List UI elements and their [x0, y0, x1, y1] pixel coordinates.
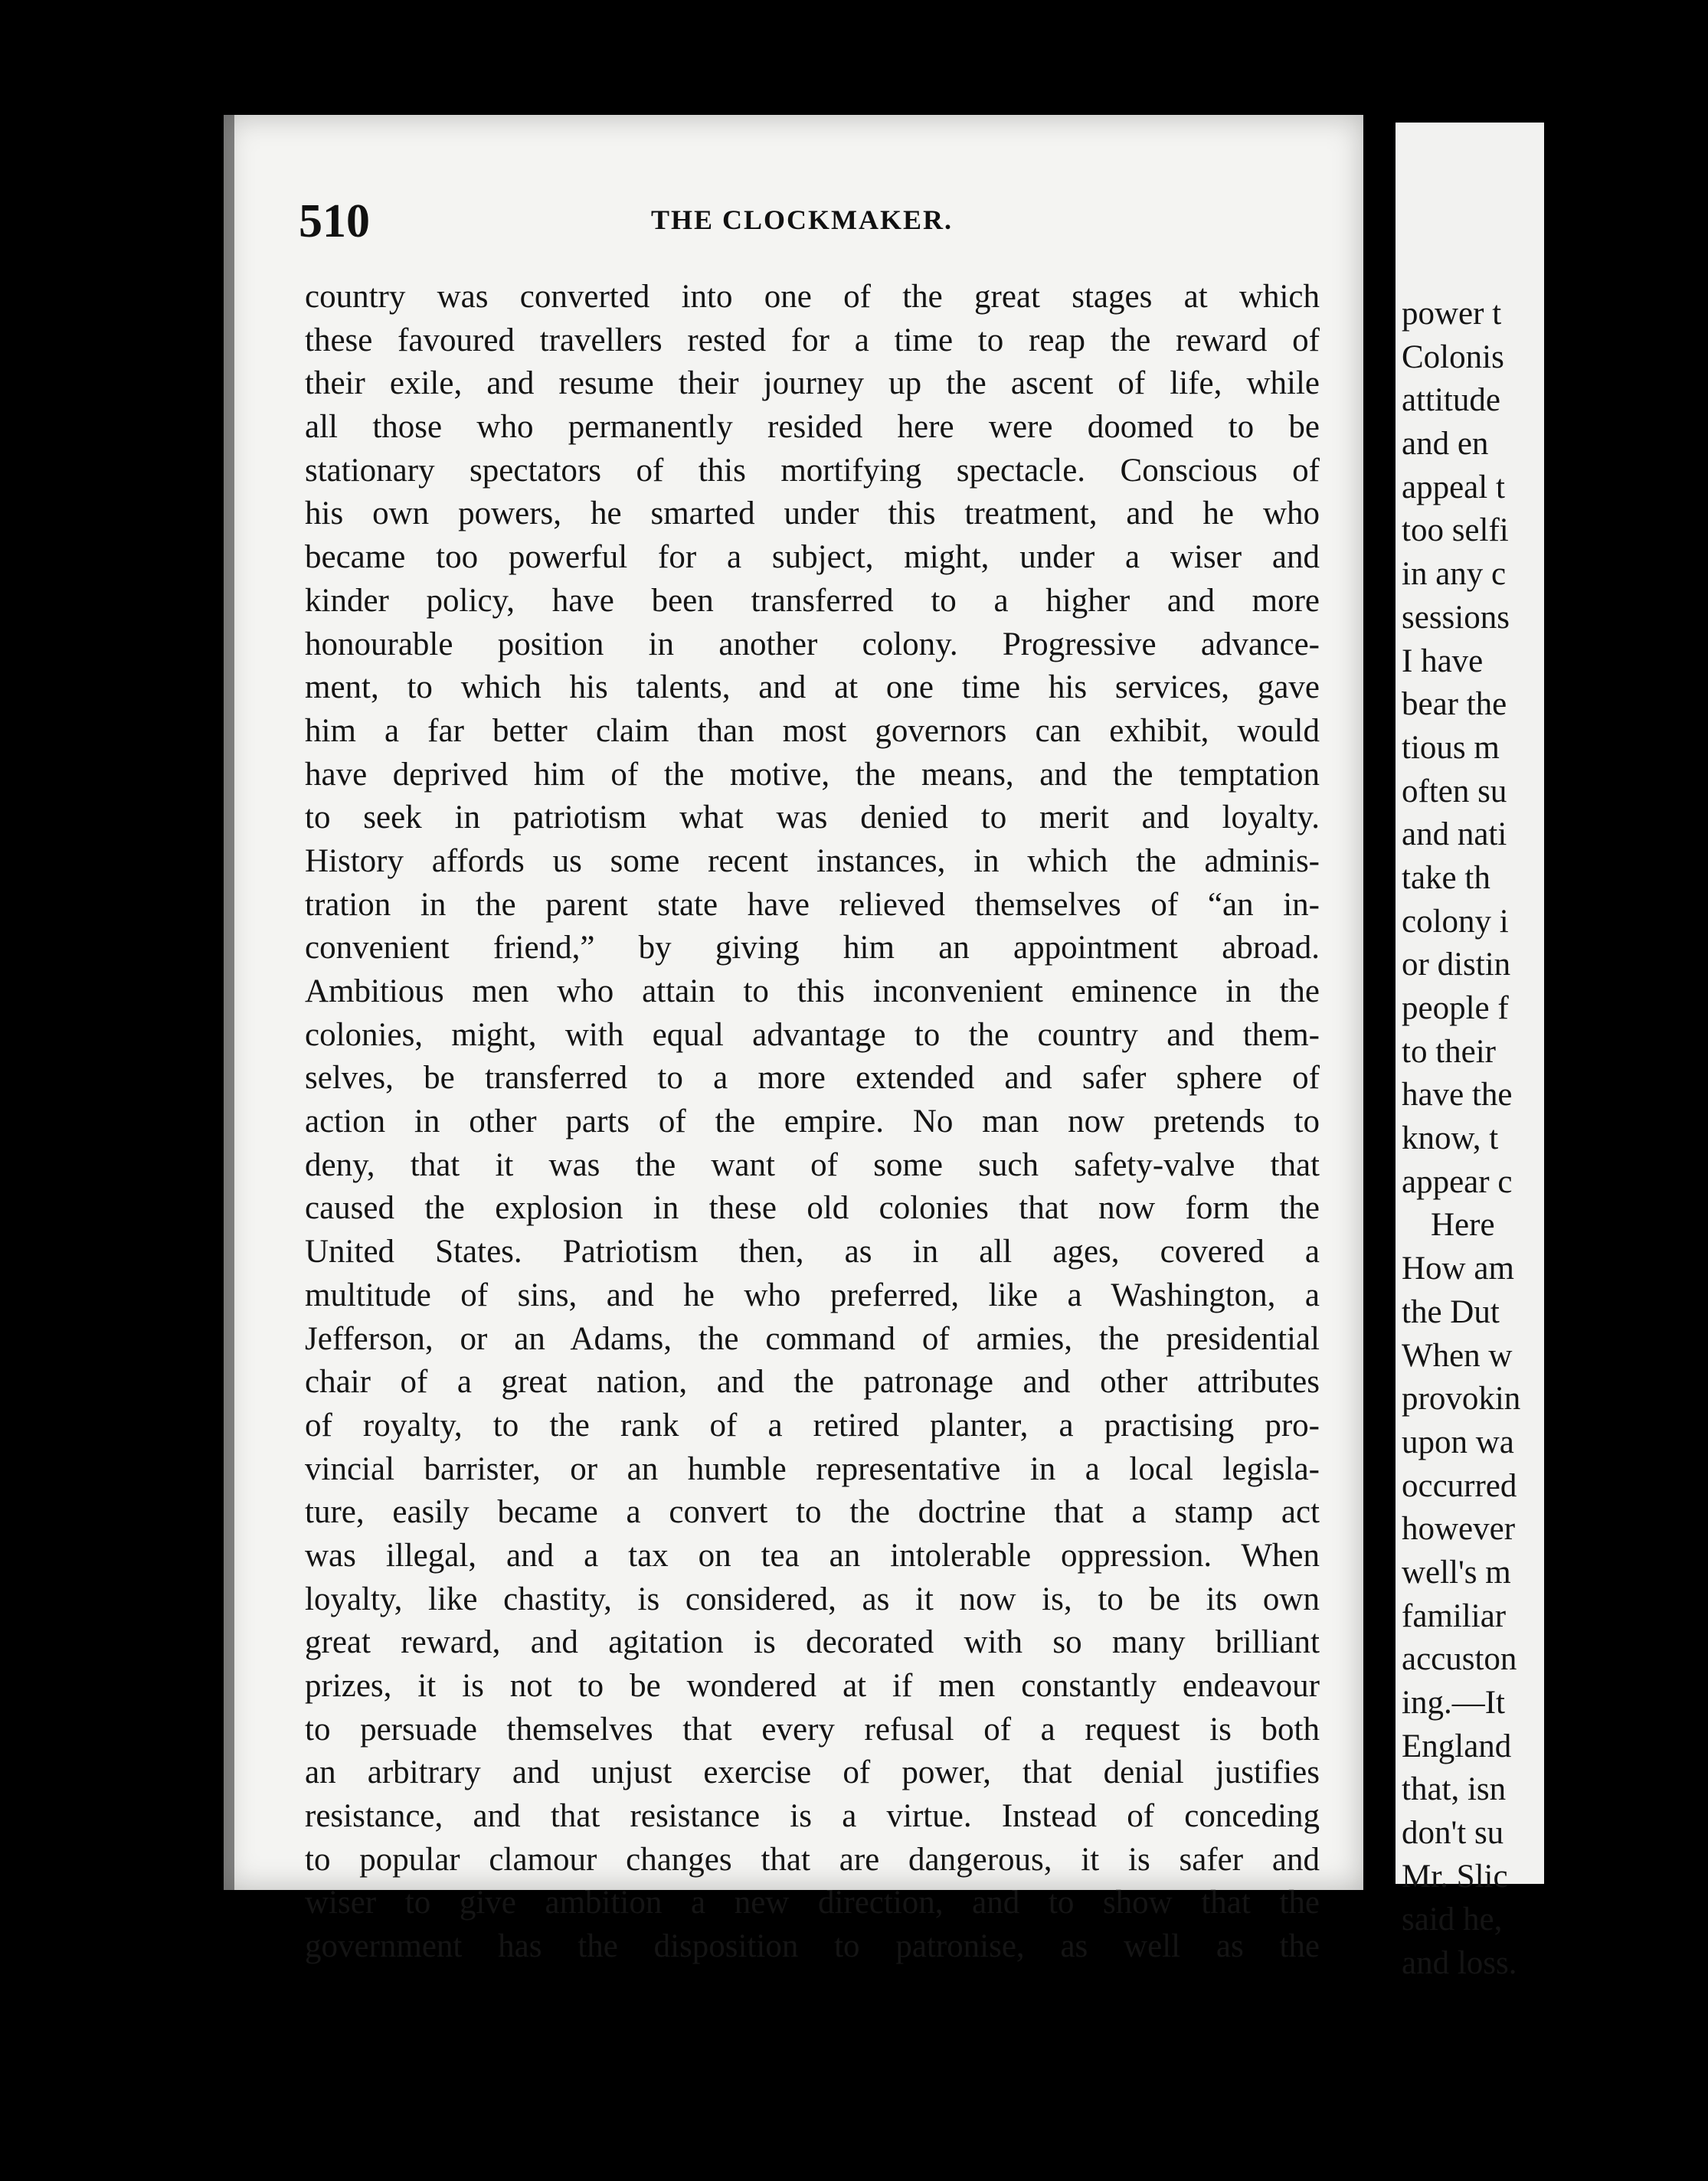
right-text-line: to their	[1402, 1033, 1496, 1070]
right-text-line: bear the	[1402, 686, 1507, 723]
right-text-line: provokin	[1402, 1381, 1521, 1417]
right-text-line: and loss.	[1402, 1945, 1517, 1982]
right-text-line: England	[1402, 1728, 1512, 1764]
text-line: vincial barrister, or an humble representative in a local legisla-	[305, 1450, 1320, 1487]
text-line: action in other parts of the empire. No man now pretends to	[305, 1104, 1320, 1140]
text-line: great reward, and agitation is decorated with so many brilliant	[305, 1624, 1320, 1661]
right-text-line: people f	[1402, 990, 1509, 1026]
text-line: have deprived him of the motive, the means, and the temptation	[305, 756, 1320, 793]
text-line: kinder policy, have been transferred to a higher and more	[305, 582, 1320, 619]
text-line: colonies, might, with equal advantage to the country and them-	[305, 1016, 1320, 1053]
text-line: honourable position in another colony. Progressive advance-	[305, 626, 1320, 662]
text-line: prizes, it is not to be wondered at if men constantly endeavour	[305, 1668, 1320, 1704]
text-line: all those who permanently resided here were doomed to be	[305, 409, 1320, 446]
right-text-line: in any c	[1402, 556, 1507, 593]
page-header	[299, 195, 1317, 248]
text-line: convenient friend,” by giving him an appointment abroad.	[305, 930, 1320, 966]
right-text-line: colony i	[1402, 903, 1509, 940]
text-line: Ambitious men who attain to this inconvenient eminence in the	[305, 973, 1320, 1009]
right-text-line: have the	[1402, 1077, 1513, 1113]
right-text-line: ing.—It	[1402, 1685, 1505, 1721]
right-text-line: occurred	[1402, 1467, 1517, 1504]
right-text-line: sessions	[1402, 599, 1510, 636]
right-text-line: know, t	[1402, 1120, 1499, 1157]
right-text-line: take th	[1402, 859, 1490, 896]
text-line: tration in the parent state have relieved themselves of “an in-	[305, 886, 1320, 923]
text-line: became too powerful for a subject, might, under a wiser and	[305, 539, 1320, 576]
text-line: stationary spectators of this mortifying spectacle. Conscious of	[305, 452, 1320, 489]
right-text-line: accuston	[1402, 1641, 1517, 1678]
text-line: multitude of sins, and he who preferred, like a Washington, a	[305, 1277, 1320, 1313]
right-text-line: often su	[1402, 773, 1507, 809]
right-text-line: I have	[1402, 643, 1484, 679]
text-line: of royalty, to the rank of a retired planter, a practising pro-	[305, 1407, 1320, 1444]
text-line: an arbitrary and unjust exercise of power, that denial justifies	[305, 1754, 1320, 1791]
text-line: their exile, and resume their journey up the ascent of life, while	[305, 365, 1320, 402]
text-line: wiser to give ambition a new direction, and to show that the	[305, 1885, 1320, 1921]
right-text-line: familiar	[1402, 1597, 1507, 1634]
right-text-line: or distin	[1402, 947, 1511, 983]
text-line: his own powers, he smarted under this treatment, and he who	[305, 495, 1320, 532]
text-line: chair of a great nation, and the patronage and other attributes	[305, 1364, 1320, 1401]
text-line: country was converted into one of the great stages at which	[305, 279, 1320, 315]
right-text-line: Colonis	[1402, 338, 1504, 375]
right-text-line: and nati	[1402, 816, 1507, 853]
right-text-line: however	[1402, 1511, 1516, 1548]
left-page-edge	[224, 115, 234, 1890]
text-line: ment, to which his talents, and at one time his services, gave	[305, 669, 1320, 706]
right-text-line: don't su	[1402, 1815, 1504, 1852]
right-page-text	[1402, 293, 1708, 1986]
text-line: loyalty, like chastity, is considered, as it now is, to be its own	[305, 1581, 1320, 1617]
text-line: government has the disposition to patronise, as well as the	[305, 1928, 1320, 1965]
right-text-line: appear c	[1402, 1163, 1513, 1200]
text-line: History affords us some recent instances, in which the adminis-	[305, 842, 1320, 879]
right-page-fragment	[1396, 123, 1544, 1982]
text-line: was illegal, and a tax on tea an intolerable oppression. When	[305, 1537, 1320, 1574]
right-text-line: upon wa	[1402, 1424, 1514, 1460]
text-line: ture, easily became a convert to the doctrine that a stamp act	[305, 1494, 1320, 1531]
right-text-line: When w	[1402, 1337, 1513, 1374]
right-text-line: too selfi	[1402, 512, 1509, 549]
right-text-line: the Dut	[1402, 1293, 1500, 1330]
right-text-line: How am	[1402, 1251, 1514, 1287]
text-line: Jefferson, or an Adams, the command of armies, the presidential	[305, 1320, 1320, 1357]
text-line: to persuade themselves that every refusal of a request is both	[305, 1711, 1320, 1748]
text-line: caused the explosion in these old colonies that now form the	[305, 1190, 1320, 1227]
right-text-line: power t	[1402, 296, 1502, 332]
right-text-line: well's m	[1402, 1554, 1511, 1591]
right-text-line: tious m	[1402, 729, 1500, 766]
page-gutter	[1363, 115, 1396, 1890]
text-line: resistance, and that resistance is a virtue. Instead of conceding	[305, 1798, 1320, 1835]
right-text-line: and en	[1402, 426, 1489, 463]
page-number: 510	[299, 195, 370, 247]
text-line: him a far better claim than most governors can exhibit, would	[305, 712, 1320, 749]
text-line: these favoured travellers rested for a time to reap the reward of	[305, 322, 1320, 358]
text-line: deny, that it was the want of some such safety-valve that	[305, 1146, 1320, 1183]
right-text-line: appeal t	[1402, 469, 1505, 505]
text-line: United States. Patriotism then, as in all ages, covered a	[305, 1234, 1320, 1270]
right-text-line: that, isn	[1402, 1771, 1507, 1808]
text-line: to popular clamour changes that are dangerous, it is safer and	[305, 1841, 1320, 1878]
right-text-line: said he,	[1402, 1901, 1503, 1938]
text-line: selves, be transferred to a more extended and safer sphere of	[305, 1060, 1320, 1097]
right-text-line: Here	[1431, 1207, 1495, 1244]
running-head: THE CLOCKMAKER.	[651, 204, 954, 235]
right-text-line: attitude	[1402, 382, 1500, 419]
right-text-line: Mr. Slic	[1402, 1858, 1508, 1895]
text-line: to seek in patriotism what was denied to merit and loyalty.	[305, 799, 1320, 836]
body-text	[305, 276, 1320, 1969]
